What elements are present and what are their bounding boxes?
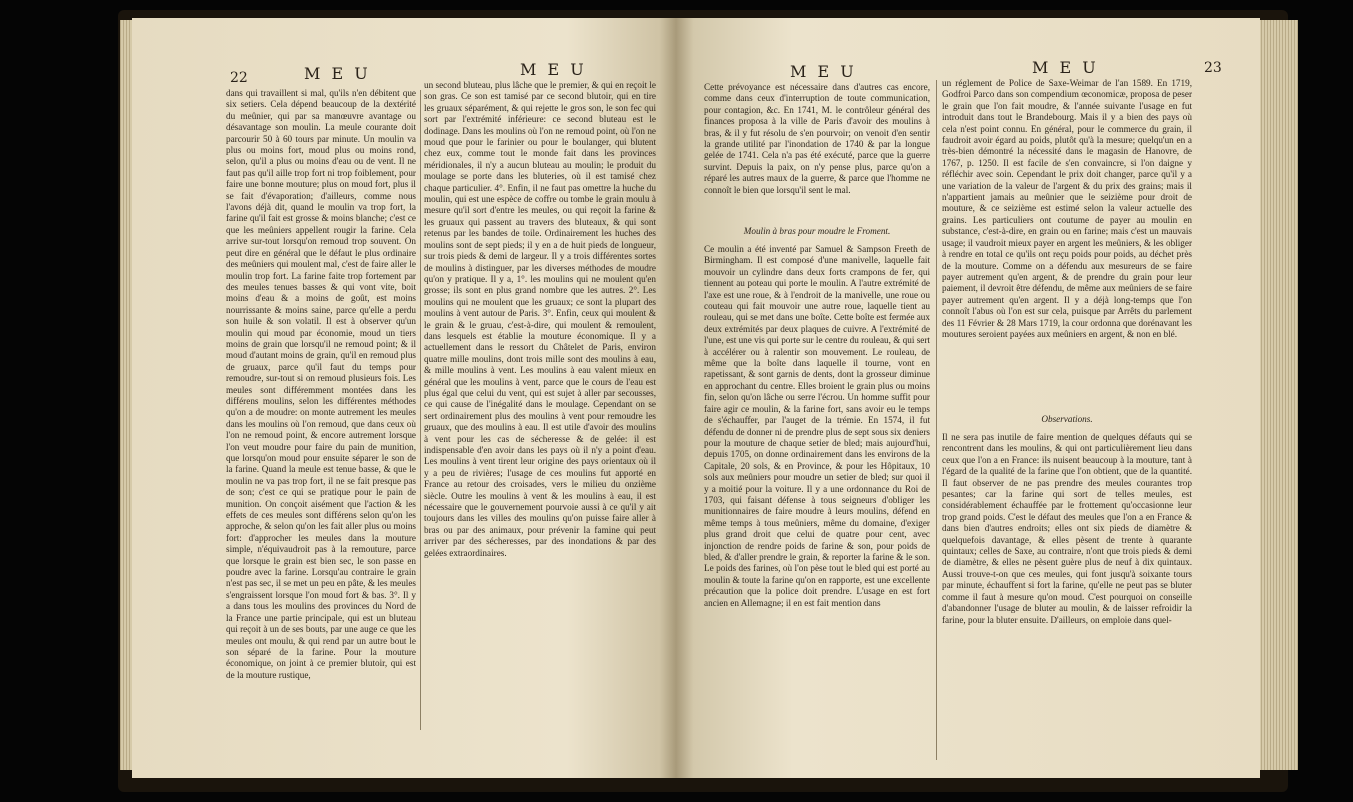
left-page-column-1: dans qui travaillent si mal, qu'ils n'en débitent que six setiers. Cela dépend beaucoup de la dextérité du meûnier, qui par sa manœuvre avantage ou désavantage son moulin. La meule courante doit parcourir 50 à 60 tours par minute. Un moulin va plus ou moins fort, moud plus ou moins rond, selon, qu'il a plus ou moins d'eau ou de vent. Il ne faut pas qu'il aille trop fort ni trop foiblement, pour faire une bonne mouture; plus on moud fort, plus il se fait d'évaporation; d'ailleurs, comme nous l'avons déjà dit, quand le moulin va trop fort, la farine qu'il fait est grosse & moins blanche; c'est ce que les meûniers appellent rougir la farine. Cela arrive sur-tout lorsqu'on remoud trop souvent. On peut dire en général que le défaut le plus ordinaire des meûniers qui moulent mal, c'est de faire aller le moulin trop fort. La farine faite trop fortement par des meules tenues basses & qui vont vite, boit moins d'eau & a moins de goût, est moins nourrissante & moins saine, parce qu'elle a perdu son huile & son volatil. Il est à observer qu'un moulin qui moud par économie, moud un tiers moins de grain que lorsqu'il ne remoud point; & il moud d'autant moins de grain, qu'il en remoud plus de gruaux, parce qu'il faut du temps pour remoudre, sur-tout si on remoud plusieurs fois. Les meules sont différemment montées dans les différens moulins, selon les différentes méthodes qu'on a de moudre: on monte autrement les meules dans les moulins où l'on remoud, que dans ceux où l'on ne remoud point, & encore autrement lorsque l'on veut moudre pour faire du pain de munition, que lorsqu'on moud pour ensuite séparer le son de la farine. Quand la meule est tenue basse, & que le moulin ne va pas trop fort, il ne se fait presque pas de son; c'est ce qui se pratique pour le pain de munition. On conçoit aisément que l'action & les effets de ces meules sont différens selon qu'on les approche, & selon qu'on les fait aller plus ou moins fort: d'approcher les meules dans la mouture simple, n'équivaudroit pas à la remouture, parce que lorsque le grain est bien sec, le son passe en poudre avec la farine. Lorsqu'au contraire le grain n'est pas sec, il se met un peu en pâte, & les meules s'engraissent lorsque l'on moud fort & bas. 3°. Il y a dans tous les moulins des provinces du Nord de la France une partie principale, qui est un bluteau qui reçoit à un de ses bouts, par une auge ce que les meules ont moulu, & qui rend par un autre bout le son séparé de la farine. Pour la mouture économique, on joint à ce premier blutoir, qui est de la mouture rustique, (226, 88, 416, 680)
page-number-right: 23 (1204, 60, 1222, 76)
right-page-column-2-body: un réglement de Police de Saxe-Weimar de l'an 1589. En 1719, Godfroi Parco dans son compendium œconomicæ, proposa de peser le grain que l'on fait moudre, & l'année suivante l'usage en fut introduit dans tout le Brandebourg. Mais il y a bien des pays où cela n'est point connu. En général, pour le commerce du grain, il faudroit avoir égard au poids, plutôt qu'à la mesure; quelqu'un en a très-bien démontré la nécessité dans le magasin de Hanovre, de 1767, p. 1250. Il est facile de s'en convaincre, si l'on daigne y réfléchir avec soin. Cependant le prix doit changer, parce qu'il y a une variation de la valeur de l'argent & du prix des grains; mais il n'appartient jamais au meûnier que le seizième pour droit de mouture, & ce seizième est estimé selon la valeur actuelle des grains. Les particuliers ont coutume de payer au moulin en substance, c'est-à-dire, en grain ou en farine; mais c'est un mauvais usage; il vaudroit mieux payer en argent les meûniers, & les obliger à rendre en total ce qu'ils ont reçu poids pour poids, au déchet près de la mouture. Comme on a défendu aux mesureurs de se faire payer autrement qu'en argent, & de prendre du grain pour leur paiement, il devroit être défendu, de même aux meûniers de se faire payer autrement qu'en argent. Il y a déjà long-temps que l'on connoît l'abus où l'on est sur cela, puisque par Arrêts du parlement des 11 Février & 28 Mars 1719, la cour ordonna que dorénavant les moutures seroient payées aux meûniers en argent, & non en blé. (942, 78, 1192, 339)
right-page-column-1-intro: Cette prévoyance est nécessaire dans d'autres cas encore, comme dans ceux d'interruption de toute communication, pour contagion, &c. En 1741, M. le contrôleur général des finances proposa à la ville de Paris d'avoir des moulins à bras, & il y fut résolu de s'en pourvoir; on venoit d'en sentir la grande utilité par l'inondation de 1740 & par la longue gelée de 1741. Cela n'a pas été exécuté, parce que la guerre survint. Depuis la paix, on n'y pense plus, parce qu'on a réparé les autres maux de la guerre, & parce que l'homme ne connoît le bien que lorsqu'il sent le mal. (704, 82, 930, 195)
running-head-right-col1: M E U (790, 62, 857, 81)
running-head-right-col2: M E U (1032, 58, 1099, 77)
right-page-column-1-body: Ce moulin a été inventé par Samuel & Sampson Freeth de Birmingham. Il est composé d'une manivelle, laquelle fait mouvoir un cylindre dans deux forts crampons de fer, qui tiennent au poteau qui porte le moulin. A l'autre extrémité de l'axe est une roue, & à l'endroit de la manivelle, une roue ou couteau qui fait mouvoir une autre roue, laquelle tient au rouleau, qui se met dans une boîte. Cette boîte est fermée aux deux extrémités par deux plaques de cuivre. A l'extrémité de l'une, est une vis qui porte sur le centre du rouleau, & qui sert à accélérer ou à ralentir son mouvement. Le rouleau, de même que la boîte dans laquelle il tourne, vont en rapetissant, & sont garnis de dents, dont la grosseur diminue en approchant du centre. Elles broient le grain plus ou moins fin, selon qu'on lâche ou serre l'écrou. Un homme suffit pour faire agir ce moulin, & la farine fort, sans avoir eu le temps de s'échauffer, par l'auget de la trémie. En 1574, il fut défendu de donner ni de prendre plus de sept sous six deniers pour la mouture de chaque setier de bled; mais aujourd'hui, depuis 1705, on donne ordinairement dans les environs de la Capitale, 20 sols, & en Province, & pour les Hôpitaux, 10 sols aux meûniers pour moudre un setier de bled; sur quoi il y a moitié pour la voiture. Il y a une ordonnance du Roi de 1703, qui faisant défense à tous seigneurs d'obliger les munitionnaires de faire moudre à leurs moulins, défend en même temps à tous meûniers, même du domaine, d'exiger plus grand droit que celui de quatre pour cent, avec injonction de rendre poids de farine & son, pour poids de bled, & d'aller prendre le grain, & reporter la farine & le son. Le poids des farines, où l'on pèse tout le bled qui est porté au moulin & toute la farine qu'on en rapporte, est une excellente précaution que la police doit prendre. L'usage en est fort ancien en Allemagne; il en est fait mention dans (704, 244, 930, 608)
section-heading-moulin-a-bras: Moulin à bras pour moudre le Froment. (743, 226, 891, 236)
running-head-left-col2: M E U (520, 60, 587, 79)
left-page-column-2: un second bluteau, plus lâche que le premier, & qui en reçoit le son gras. Ce son est tamisé par ce second blutoir, qui en tire les gruaux séparément, & qui rejette le gros son, le son fec qui sort par l'extrémité inférieure: ce second bluteau est le dodinage. Dans les moulins où l'on ne remoud point, où l'on ne moud que pour le farinier ou pour le boulanger, qui blutent chez eux, comme tout le monde fait dans les provinces méridionales, il n'y a aucun bluteau au moulin; le produit du moulage se porte dans les bluteries, où il est tamisé chez chaque particulier. 4°. Enfin, il ne faut pas omettre la huche du moulin, qui est une espèce de coffre ou tombe le grain moulu à mesure qu'il sort d'entre les meules, ou qui reçoit la farine & les gruaux qui passent au travers des bluteaux, & qui sont retenus par les bandes de toile. Ordinairement les huches des moulins sont de sept pieds; il y en a de huit pieds de longueur, sur trois pieds & demi de largeur. Il y a trois différentes sortes de moulins à distinguer, par les diverses méthodes de moudre qu'on y pratique. Il y a, 1°. les moulins qui ne moulent qu'en grosse; ils sont en plus grand nombre que les autres. 2°. Les moulins qui ne moulent que les gruaux; ce sont la plupart des moulins à vent autour de Paris. 3°. Enfin, ceux qui moulent & le grain & le gruau, c'est-à-dire, qui moulent & remoulent, dans lesquels est établie la mouture économique. Il y a actuellement dans le ressort du Châtelet de Paris, environ quatre mille moulins, dont trois mille sont des moulins à eau, & mille moulins à vent. Les moulins à eau valent mieux en général que les moulins à vent, parce que le cours de l'eau est plus égal que celui du vent, qui est sujet à aller par secousses, ce qui cause de l'inégalité dans le moulage. Cependant on se sert ordinairement plus des moulins à vent pour remoudre les gruaux, que des moulins à eau. Il est utile d'avoir des moulins à vent pour les cas de sécheresse & de gelée: il est indispensable d'en avoir dans les pays où il n'y a point d'eau. Les moulins à vent tirent leur origine des pays orientaux où il y a peu de rivières; l'usage de ces moulins fut apporté en France au retour des croisades, vers le milieu du onzième siècle. Outre les moulins à vent & les moulins à eau, il est nécessaire que le gouvernement pourvoie aussi à ce qu'il y ait toujours dans les villes des moulins qu'on puisse faire aller à bras ou par des animaux, pour prévenir la famine qui peut arriver par des sécheresses, par des inondations & par des gelées extraordinaires. (424, 80, 656, 558)
running-head-left-col1: M E U (304, 64, 371, 83)
column-rule-left (420, 90, 421, 730)
right-page-column-2-observations: Il ne sera pas inutile de faire mention de quelques défauts qui se rencontrent dans les moulins, & qui ont particulièrement lieu dans ceux que l'on a en France: ils nuisent beaucoup à la mouture, tant à l'égard de la qualité de la farine que l'on obtient, que de la quantité. Il faut observer de ne pas prendre des meules courantes trop pesantes; car la farine qui sort de telles meules, est considérablement échauffée par le frottement qu'occasionne leur trop grand poids. C'est le défaut des meules que l'on a en France & dans bien d'autres endroits; elles ont six pieds de diamètre & quelquefois davantage, & elles pèsent de trente à quarante quintaux; celles de Saxe, au contraire, n'ont que trois pieds & demi de diamètre, & elles ne pèsent guère plus de neuf à dix quintaux. Aussi trouve-t-on que ces meules, qui font jusqu'à soixante tours par minute, échauffent si fort la farine, qu'elle ne peut pas se bluter comme il faut à mesure qu'on moud. C'est pourquoi on conseille d'abandonner l'usage de bluter au moulin, & de laisser refroidir la farine, pour la bluter ensuite. D'ailleurs, on emploie dans quel- (942, 432, 1192, 625)
section-heading-observations: Observations. (1041, 414, 1093, 424)
page-number-left: 22 (230, 70, 248, 86)
column-rule-right (936, 80, 937, 760)
